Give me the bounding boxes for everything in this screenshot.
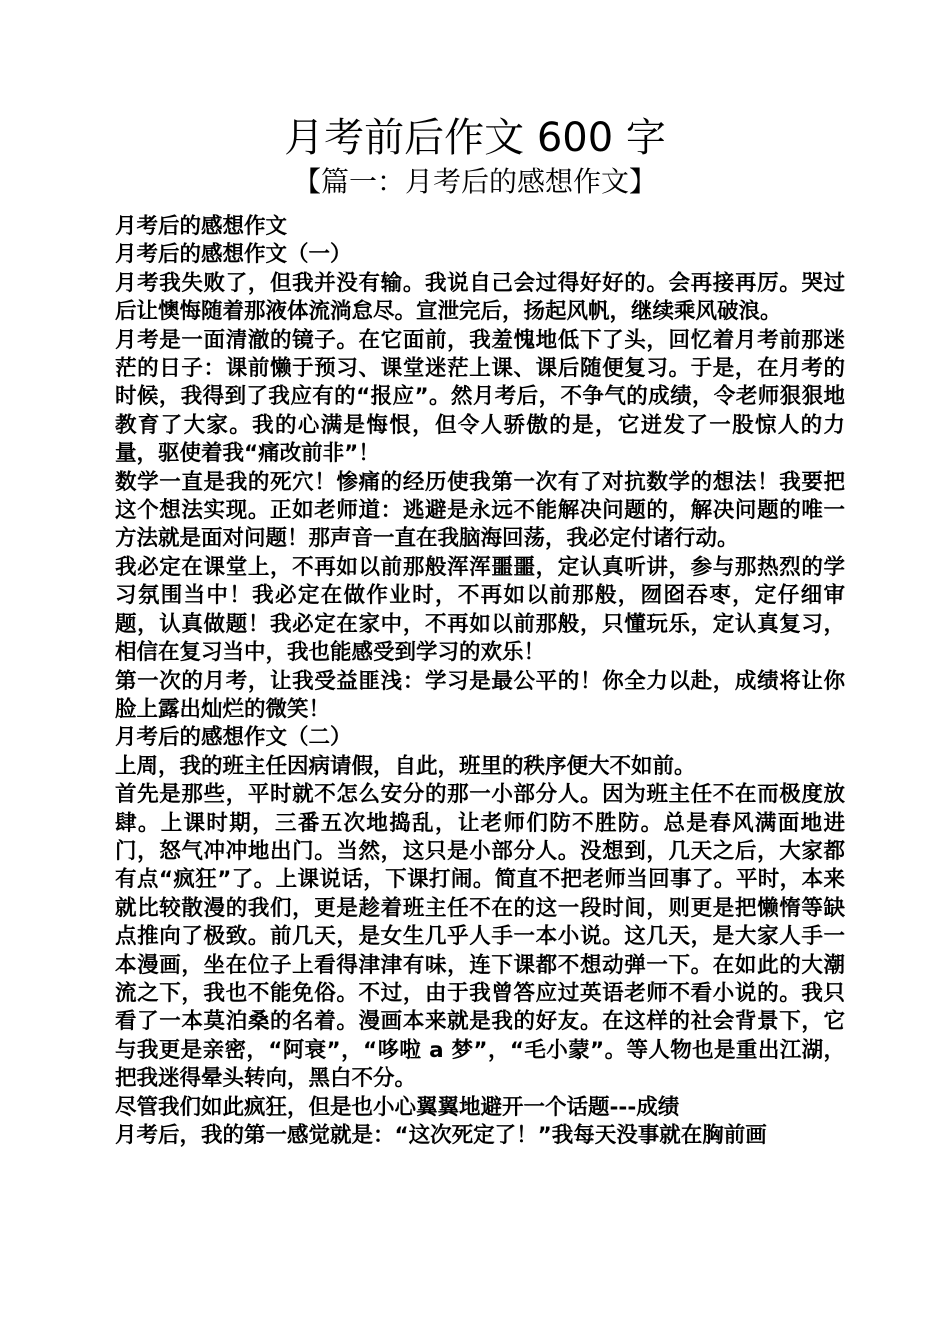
paragraph: 月考我失败了，但我并没有输。我说自己会过得好好的。会再接再厉。哭过后让懊悔随着那液体流淌怠尽。宣泄完后，扬起风帆，继续乘风破浪。 [115, 270, 845, 325]
section-heading-1: 月考后的感想作文（一） [115, 242, 352, 268]
paragraph: 上周，我的班主任因病请假，自此，班里的秩序便大不如前。 [115, 753, 696, 779]
document-subtitle: 【篇一：月考后的感想作文】 [292, 165, 657, 198]
paragraph: 月考后，我的第一感觉就是：“这次死定了！”我每天没事就在胸前画 [115, 1123, 767, 1148]
document-body [115, 213, 845, 1150]
paragraph: 首先是那些，平时就不怎么安分的那一小部分人。因为班主任不在而极度放肆。上课时期，三番五次地捣乱，让老师们防不胜防。总是春风满面地进门，怒气冲冲地出门。当然，这只是小部分人。没想到，几天之后，大家都有点“疯狂”了。上课说话，下课打闹。简直不把老师当回事了。平时，本来就比较散漫的我们，更是趁着班主任不在的这一段时间，则更是把懒惰等缺点推向了极致。前几天，是女生几乎人手一本小说。这几天，是大家人手一本漫画，坐在位子上看得津津有味，连下课都不想动弹一下。在如此的大潮流之下，我也不能免俗。不过，由于我曾答应过英语老师不看小说的。我只看了一本莫泊桑的名着。漫画本来就是我的好友。在这样的社会背景下，它与我更是亲密，“阿衰”，“哆啦 a 梦”，“毛小蒙”。等人物也是重出江湖，把我迷得晕头转向，黑白不分。 [115, 782, 845, 1092]
paragraph: 第一次的月考，让我受益匪浅：学习是最公平的！你全力以赴，成绩将让你脸上露出灿烂的微笑！ [115, 668, 845, 722]
document-title: 月考前后作文 600 字 [284, 115, 666, 161]
paragraph: 我必定在课堂上，不再如以前那般浑浑噩噩，定认真听讲，参与那热烈的学习氛围当中！我必定在做作业时，不再如以前那般，囫囵吞枣，定仔细审题，认真做题！我必定在家中，不再如以前那般，只懂玩乐，定认真复习，相信在复习当中，我也能感受到学习的欢乐！ [115, 554, 845, 666]
paragraph: 月考是一面清澈的镜子。在它面前，我羞愧地低下了头，回忆着月考前那迷茫的日子：课前懒于预习、课堂迷茫上课、课后随便复习。于是，在月考的时候，我得到了我应有的“报应”。然月考后，不争气的成绩，令老师狠狠地教育了大家。我的心满是悔恨，但令人骄傲的是，它迸发了一股惊人的力量，驱使着我“痛改前非”！ [115, 327, 845, 467]
section-heading-2: 月考后的感想作文（二） [115, 725, 352, 751]
paragraph: 尽管我们如此疯狂，但是也小心翼翼地避开一个话题---成绩 [115, 1094, 680, 1120]
paragraph: 数学一直是我的死穴！惨痛的经历使我第一次有了对抗数学的想法！我要把这个想法实现。正如老师道：逃避是永远不能解决问题的，解决问题的唯一方法就是面对问题！那声音一直在我脑海回荡，我必定付诸行动。 [115, 469, 845, 552]
essay-heading: 月考后的感想作文 [115, 214, 288, 239]
